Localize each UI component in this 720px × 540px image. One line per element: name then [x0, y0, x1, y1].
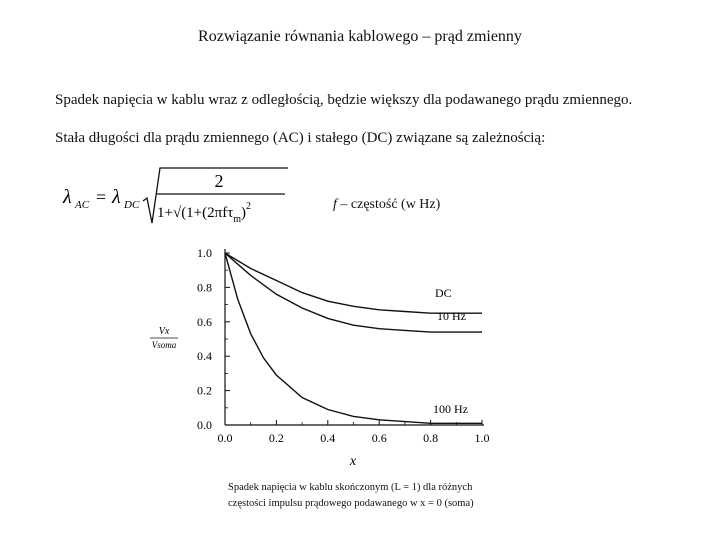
- y-tick-label: 0.6: [197, 314, 212, 329]
- x-tick-label: 0.8: [423, 431, 439, 445]
- x-tick-label: 1.0: [474, 431, 490, 445]
- y-tick-label: 0.0: [197, 418, 212, 432]
- x-tick-label: 0.0: [217, 431, 233, 445]
- y-tick-label: 1.0: [197, 246, 212, 260]
- formula-numerator: 2: [214, 171, 224, 191]
- slide-title: Rozwiązanie równania kablowego – prąd zmienny: [198, 28, 522, 45]
- series-label-100-hz: 100 Hz: [433, 402, 468, 416]
- voltage-decay-chart: [140, 240, 500, 470]
- formula-lambda-dc: λ: [112, 186, 121, 208]
- series-label-dc: DC: [435, 286, 452, 300]
- formula-lambda-ac: λ: [63, 186, 72, 208]
- formula-denominator: $1+√(1+(2\pi f\tau_m)^2$: [157, 201, 252, 225]
- formula-ac-subscript: AC: [75, 199, 90, 211]
- frequency-description: – częstość (w Hz): [336, 197, 441, 212]
- y-axis-label-numerator: Vx: [158, 326, 170, 337]
- frequency-symbol: f: [333, 197, 337, 212]
- x-tick-label: 0.2: [268, 431, 284, 445]
- frequency-legend: [333, 197, 440, 213]
- plot-series: [225, 253, 482, 423]
- figure-caption: [228, 480, 528, 512]
- x-tick-label: 0.6: [371, 431, 387, 445]
- formula-dc-subscript: DC: [124, 199, 140, 211]
- formula-equals: =: [96, 187, 107, 207]
- length-constant-formula: [60, 165, 300, 227]
- paragraph-voltage-drop: Spadek napięcia w kablu wraz z odległością, będzie większy dla podawanego prądu zmiennego.: [55, 92, 633, 108]
- y-axis-label-denominator: Vsoma: [151, 340, 177, 350]
- y-tick-label: 0.4: [197, 349, 212, 364]
- x-tick-label: 0.4: [320, 431, 336, 445]
- series-line-100-hz: [225, 253, 482, 423]
- paragraph-length-constant: Stała długości dla prądu zmiennego (AC) i stałego (DC) związane są zależnością:: [55, 130, 546, 146]
- y-tick-label: 0.2: [197, 383, 212, 398]
- caption-line-2: częstości impulsu prądowego podawanego w x = 0 (soma): [228, 498, 474, 509]
- plot-series-labels: [433, 286, 468, 416]
- x-axis-label: x: [349, 454, 357, 469]
- y-tick-label: 0.8: [197, 280, 212, 295]
- series-line-dc: [225, 253, 482, 313]
- series-label-10-hz: 10 Hz: [437, 309, 466, 323]
- caption-line-1: Spadek napięcia w kablu skończonym (L = 1) dla różnych: [228, 482, 473, 493]
